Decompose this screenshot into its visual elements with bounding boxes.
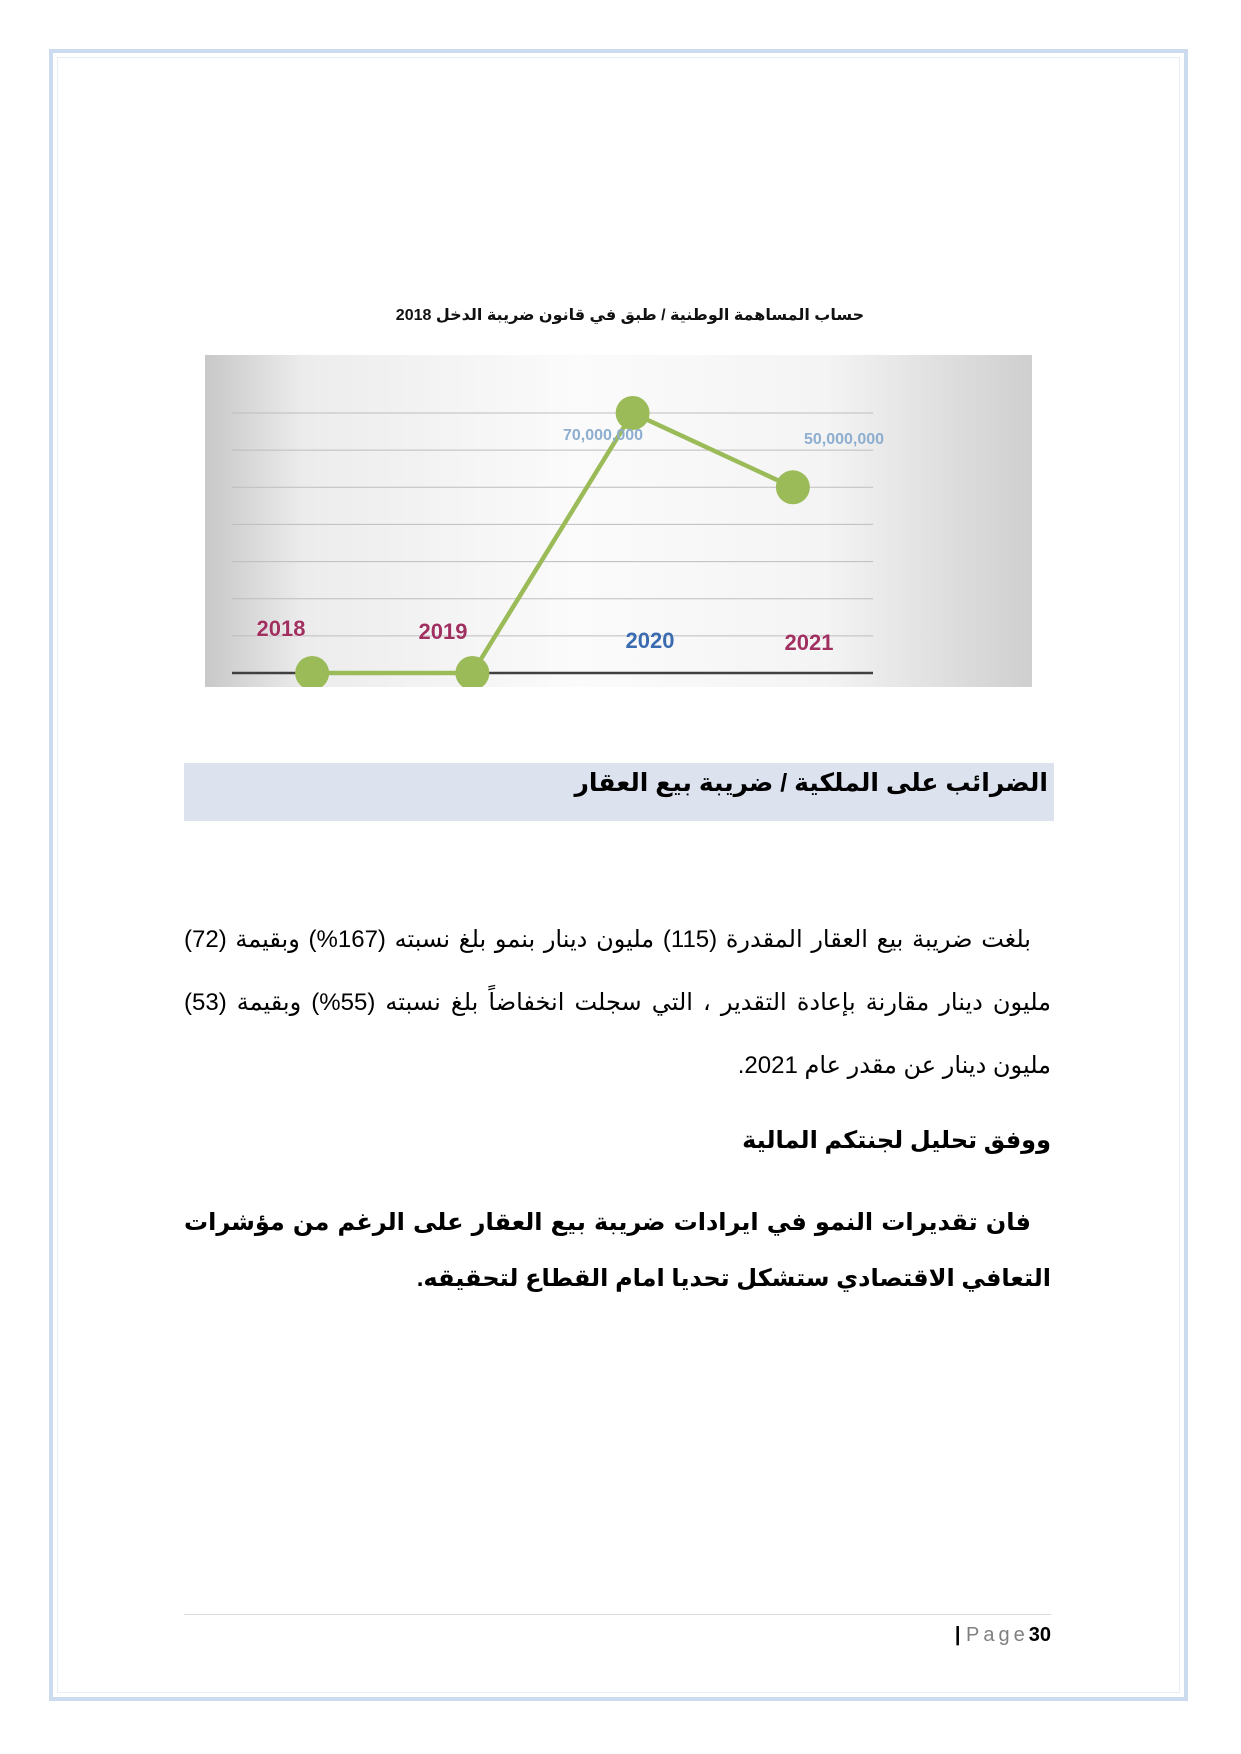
category-label: 2021	[784, 630, 834, 655]
data-label: 70,000,000	[562, 427, 644, 444]
data-point	[295, 656, 329, 687]
footer-rule	[184, 1614, 1051, 1615]
category-label: 2019	[418, 619, 468, 644]
data-point	[455, 656, 489, 687]
footer-page-word: Page	[966, 1624, 1029, 1646]
category-label: 2018	[256, 616, 306, 641]
conclusion-paragraph	[184, 1195, 1051, 1307]
page-border	[49, 49, 1188, 1701]
footer-separator: |	[954, 1624, 961, 1646]
analysis-subheading: ووفق تحليل لجنتكم المالية	[742, 1127, 1051, 1154]
chart-title: حساب المساهمة الوطنية / طبق في قانون ضريبة الدخل 2018	[395, 307, 865, 324]
page-footer	[900, 1620, 1051, 1650]
page-border-inner	[57, 57, 1180, 1693]
conclusion-text: فان تقديرات النمو في ايرادات ضريبة بيع العقار على الرغم من مؤشرات التعافي الاقتصادي ستشكل تحديا امام القطاع لتحقيقه.	[184, 1209, 1051, 1292]
body-paragraph-text: بلغت ضريبة بيع العقار المقدرة (115) مليون دينار بنمو بلغ نسبته (167%) وبقيمة (72) مليون دينار مقارنة بإعادة التقدير ، التي سجلت انخفاضاً بلغ نسبته (55%) وبقيمة (53) مليون دينار عن مقدر عام 2021.	[184, 926, 1051, 1079]
data-point	[776, 470, 810, 504]
series-line	[312, 413, 793, 673]
data-label: 50,000,000	[803, 431, 885, 448]
page-number: 30	[1028, 1624, 1051, 1646]
body-paragraph	[184, 908, 1051, 1097]
line-chart-svg	[205, 355, 1032, 687]
category-label: 2020	[625, 628, 675, 653]
line-chart	[205, 355, 1032, 687]
section-heading: الضرائب على الملكية / ضريبة بيع العقار	[184, 763, 1054, 821]
data-point	[616, 396, 650, 430]
